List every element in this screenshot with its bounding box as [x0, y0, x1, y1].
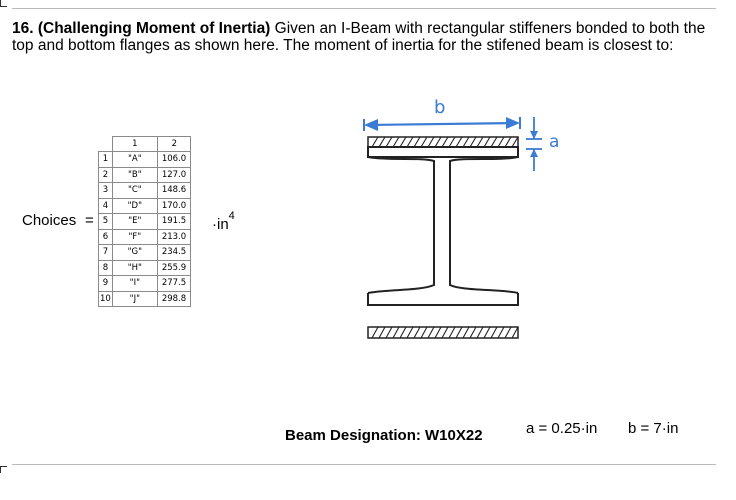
choice-value: 127.0 [157, 167, 190, 183]
b-dimension-arrow [368, 123, 516, 125]
choice-value: 191.5 [157, 214, 190, 230]
header-col-1: 1 [112, 137, 157, 152]
web [368, 157, 434, 293]
choice-row [99, 214, 191, 230]
choice-index: 2 [99, 167, 113, 183]
question-text [12, 20, 712, 54]
region-top-border [12, 8, 716, 9]
equals-sign: = [85, 212, 94, 229]
choice-key: "B" [112, 167, 157, 183]
choice-key: "C" [112, 183, 157, 199]
choice-index: 8 [99, 260, 113, 276]
choice-row [99, 276, 191, 292]
choice-value: 277.5 [157, 276, 190, 292]
choice-key: "A" [112, 152, 157, 168]
b-dimension-label: b [434, 97, 446, 118]
b-arrow-left-head [364, 119, 378, 131]
choice-key: "H" [112, 260, 157, 276]
choice-value: 298.8 [157, 291, 190, 307]
given-a-value: a = 0.25·in [526, 420, 598, 437]
unit-label: $\cdot in^4$ [212, 210, 235, 233]
beam-designation: Beam Designation: W10X22 [285, 427, 483, 444]
choice-value: 255.9 [157, 260, 190, 276]
choice-row [99, 245, 191, 261]
choice-index: 3 [99, 183, 113, 199]
choice-key: "E" [112, 214, 157, 230]
i-beam-sketch [350, 95, 590, 355]
choice-value: 234.5 [157, 245, 190, 261]
choice-row [99, 260, 191, 276]
choice-key: "J" [112, 291, 157, 307]
choice-value: 213.0 [157, 229, 190, 245]
a-dimension-label: a [549, 132, 560, 152]
bottom-flange [368, 293, 518, 305]
choices-label: Choices [22, 212, 77, 229]
choice-value: 170.0 [157, 198, 190, 214]
choice-key: "G" [112, 245, 157, 261]
given-b-value: b = 7·in [628, 420, 679, 437]
choices-header-row [99, 137, 191, 152]
choice-index: 5 [99, 214, 113, 230]
choice-index: 4 [99, 198, 113, 214]
choice-row [99, 183, 191, 199]
question-title: 16. (Challenging Moment of Inertia) [12, 20, 271, 37]
choices-table [98, 136, 191, 307]
choice-index: 10 [99, 291, 113, 307]
choice-key: "I" [112, 276, 157, 292]
unit-power: 4 [228, 210, 235, 222]
choice-row [99, 229, 191, 245]
question-body: Given an I-Beam with rectangular stiffeners bonded to both the top and bottom flanges as shown here. The moment of inertia for the stifened beam is closest to: [12, 20, 706, 54]
choice-key: "F" [112, 229, 157, 245]
choice-value: 106.0 [157, 152, 190, 168]
choice-row [99, 198, 191, 214]
header-col-2: 2 [157, 137, 190, 152]
region-bottom-border [12, 464, 716, 465]
choice-index: 1 [99, 152, 113, 168]
region-corner-marker [0, 466, 7, 473]
choice-row [99, 291, 191, 307]
choice-index: 7 [99, 245, 113, 261]
choice-index: 9 [99, 276, 113, 292]
top-flange [368, 147, 518, 157]
choice-value: 148.6 [157, 183, 190, 199]
choice-row [99, 167, 191, 183]
choice-index: 6 [99, 229, 113, 245]
b-arrow-right-head [506, 117, 520, 129]
choice-key: "D" [112, 198, 157, 214]
choice-row [99, 152, 191, 168]
region-corner-marker [0, 0, 7, 7]
